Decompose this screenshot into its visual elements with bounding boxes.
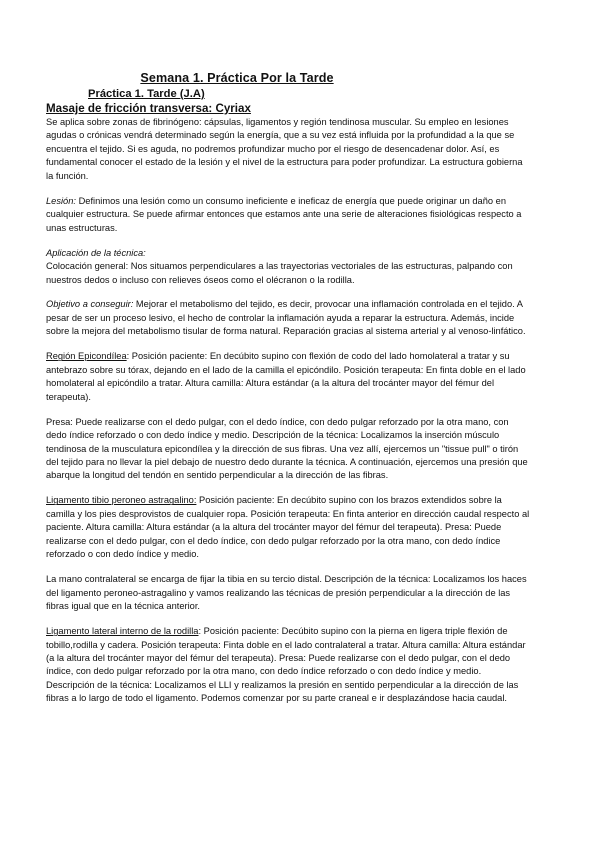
section-heading: Masaje de fricción transversa: Cyriax [46,102,251,115]
paragraph-objetivo [46,298,530,338]
paragraph-tibio [46,494,530,561]
document-body [46,116,530,706]
epicondilea-text: : Posición paciente: En decúbito supino con flexión de codo del lado homolateral a tratar y su antebrazo sobre su tórax, dejando en el lado de la camilla el epicóndilo. Posición terapeuta: En finta doble en el lado homolateral al epicóndilo a tratar. Altura camilla: Altura estándar (a la altura del trocánter mayor del fémur del terapeuta). [46,351,526,402]
objetivo-label: Objetivo a conseguir: [46,299,134,310]
paragraph-contralateral: La mano contralateral se encarga de fijar la tibia en su tercio distal. Descripción de la técnica: Localizamos los haces del ligamento peroneo-astragalino y vamos realizando las técnicas de presión perpendicular a la dirección de las fibras igual que en la técnica anterior. [46,574,527,612]
paragraph-lli [46,625,530,706]
practice-subtitle: Práctica 1. Tarde (J.A) [88,88,205,100]
lesion-label: Lesión: [46,195,76,206]
aplicacion-text: Colocación general: Nos situamos perpendiculares a las trayectorias vectoriales de las estructuras, palpando con nuestros dedos o incluso con relieves óseos como el olécranon o la rodilla. [46,261,513,285]
page-title: Semana 1. Práctica Por la Tarde [140,71,334,85]
epicondilea-label: Región Epicondílea [46,351,127,362]
aplicacion-label: Aplicación de la técnica: [46,247,146,258]
tibio-label: Ligamento tibio peroneo astragalino: [46,495,197,506]
paragraph-presa: Presa: Puede realizarse con el dedo pulgar, con el dedo índice, con dedo pulgar reforzado por la otra mano, con dedo índice reforzado o con dedo índice y medio. Descripción de la técnica: Localizamos la inserción músculo tendinosa de la musculatura epicondílea y la dirección de sus fibras. Una vez allí, ejercemos un "tissue pull" o tirón del tejido para no llevar la piel debajo de nuestro dedo durante la técnica. A continuación, ejercemos una presión que abarque la longitud del tendón en sentido perpendicular a la dirección de las fibras. [46,416,528,481]
lli-text: : Posición paciente: Decúbito supino con la pierna en ligera triple flexión de tobillo,rodilla y cadera. Posición terapeuta: Finta doble en el lado contralateral a tratar. Altura camilla: Altura estándar (a la altura del trocánter mayor del fémur del terapeuta). Presa: Puede realizarse con el dedo pulgar, con el dedo índice, con dedo pulgar reforzado por la otra mano, con dedo índice reforzado o con dedo índice y medio. Descripción de la técnica: Localizamos el LLI y realizamos la presión en sentido perpendicular a la dirección de las fibras a lo largo de todo el ligamento. Podemos comenzar por su parte craneal e ir desplazándose hacia caudal. [46,626,526,704]
paragraph-aplicacion [46,247,530,287]
tibio-text: Posición paciente: En decúbito supino con los brazos extendidos sobre la camilla y los pies desprovistos de cualquier ropa. Posición terapeuta: En finta anterior en dirección caudal respecto al paciente. Altura camilla: Altura estándar (a la altura del trocánter mayor del fémur del terapeuta). Presa: Puede realizarse con el dedo pulgar, con el dedo índice, con dedo pulgar reforzado por la otra mano, con dedo índice reforzado o con dedo índice y medio. [46,495,530,560]
lli-label: Ligamento lateral interno de la rodilla [46,626,199,637]
paragraph-intro: Se aplica sobre zonas de fibrinógeno: cápsulas, ligamentos y región tendinosa muscular. Su empleo en lesiones agudas o crónicas vendrá determinado según la energía, que a su vez está influida por la profundidad a la que se encuentra el tejido. Si es aguda, no podremos profundizar mucho por el riesgo de desencadenar dolor. Así, es fundamental conocer el estado de la lesión y el nivel de la estructura para poder profundizar. La estructura gobierna la función. [46,117,523,181]
objetivo-text: Mejorar el metabolismo del tejido, es decir, provocar una inflamación controlada en el tejido. A pesar de ser un proceso lesivo, el hecho de controlar la inflamación ayuda a reparar la estructura. Además, incide sobre la mejora del metabolismo tisular de forma natural. Reparación gracias al sistema arterial y al venoso-linfático. [46,299,526,337]
paragraph-epicondilea [46,350,530,404]
lesion-text: Definimos una lesión como un consumo ineficiente e ineficaz de energía que puede originar un daño en cualquier estructura. Se puede afirmar entonces que estamos ante una serie de alteraciones fisiológicas respecto a unas estructuras. [46,195,522,233]
paragraph-lesion [46,195,530,235]
